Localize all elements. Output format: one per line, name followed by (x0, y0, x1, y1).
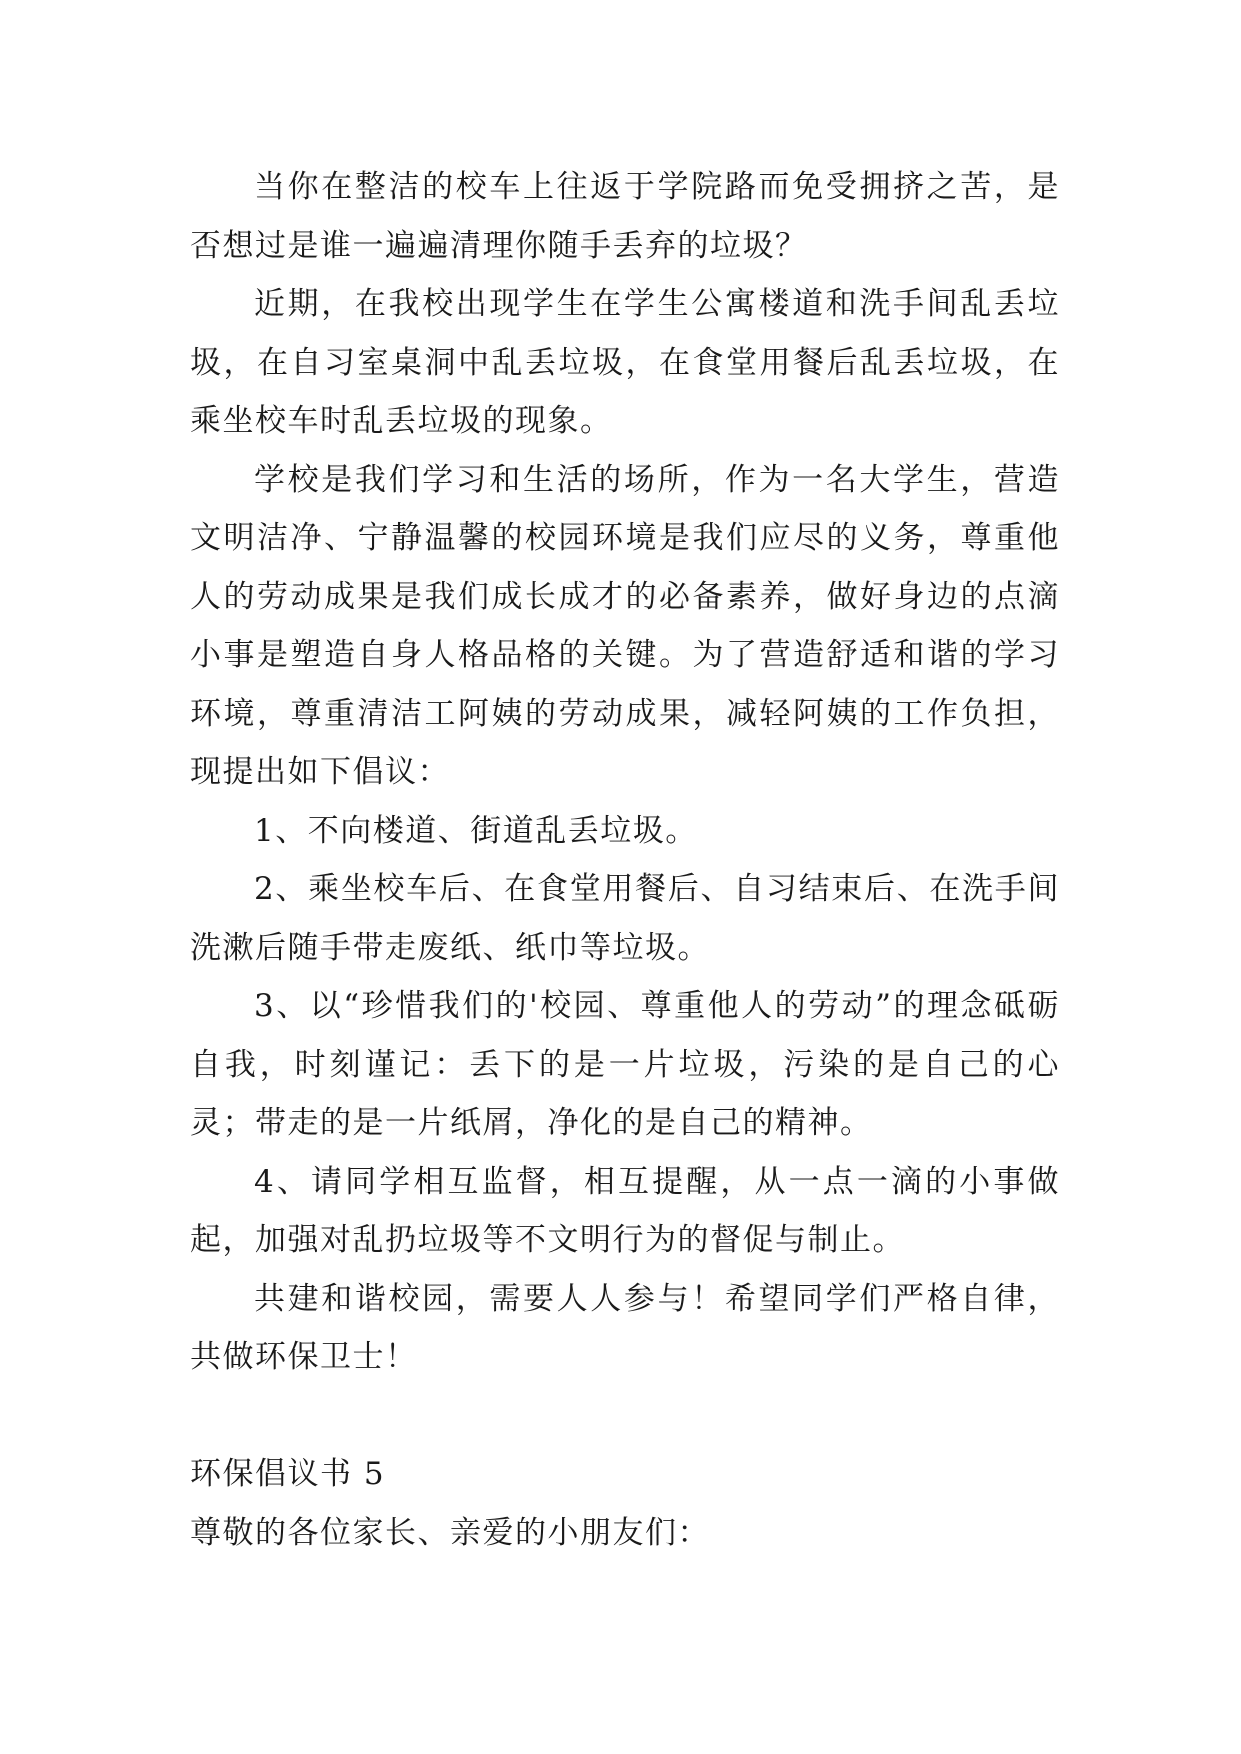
paragraph-intro: 当你在整洁的校车上往返于学院路而免受拥挤之苦，是否想过是谁一遍遍清理你随手丢弃的垃圾？ (190, 169, 1060, 264)
paragraph-closing: 共建和谐校园，需要人人参与！希望同学们严格自律，共做环保卫士！ (190, 1280, 1060, 1375)
proposal-item-4: 4、请同学相互监督，相互提醒，从一点一滴的小事做起，加强对乱扔垃圾等不文明行为的督促与制止。 (190, 1163, 1060, 1258)
paragraph-school-environment: 学校是我们学习和生活的场所，作为一名大学生，营造文明洁净、宁静温馨的校园环境是我们应尽的义务，尊重他人的劳动成果是我们成长成才的必备素养，做好身边的点滴小事是塑造自身人格品格的关键。为了营造舒适和谐的学习环境，尊重清洁工阿姨的劳动成果，减轻阿姨的工作负担，现提出如下倡议： (190, 461, 1060, 790)
document-body (190, 158, 1060, 1562)
salutation: 尊敬的各位家长、亲爱的小朋友们： (190, 1514, 710, 1551)
proposal-item-2: 2、乘坐校车后、在食堂用餐后、自习结束后、在洗手间洗漱后随手带走废纸、纸巾等垃圾。 (190, 871, 1060, 966)
section-title: 环保倡议书 5 (190, 1456, 386, 1492)
proposal-item-1: 1、不向楼道、街道乱丢垃圾。 (254, 812, 698, 849)
paragraph-recent-issue: 近期，在我校出现学生在学生公寓楼道和洗手间乱丢垃圾，在自习室桌洞中乱丢垃圾，在食堂用餐后乱丢垃圾，在乘坐校车时乱丢垃圾的现象。 (190, 286, 1060, 439)
section-spacer (190, 1387, 1060, 1446)
proposal-item-3: 3、以“珍惜我们的'校园、尊重他人的劳动”的理念砥砺自我，时刻谨记：丢下的是一片垃圾，污染的是自己的心灵；带走的是一片纸屑，净化的是自己的精神。 (190, 988, 1060, 1141)
